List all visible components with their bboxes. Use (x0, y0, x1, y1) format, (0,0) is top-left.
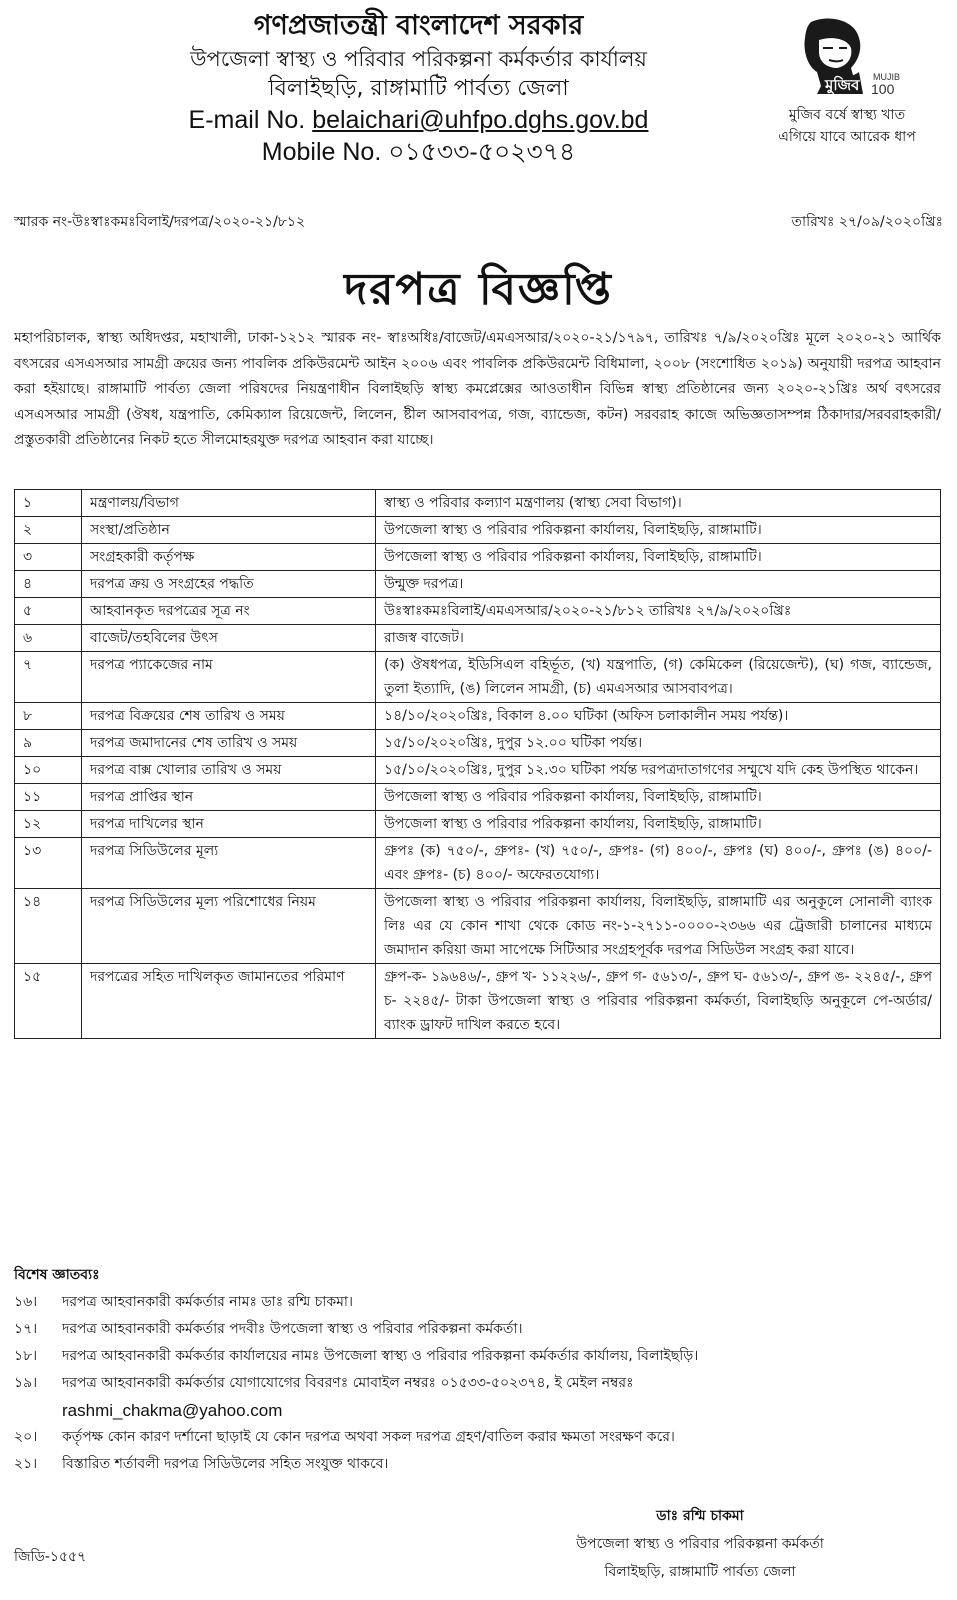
memo-date: তারিখঃ ২৭/০৯/২০২০খ্রিঃ (791, 214, 943, 230)
table-row (15, 490, 941, 517)
note-number: ১৯। (14, 1375, 38, 1391)
svg-text:মুজিব শতবর্ষ MUJIB 100 (828, 94, 829, 95)
row-label: বাজেট/তহবিলের উৎস (82, 625, 376, 652)
row-number: ৭ (15, 652, 82, 703)
row-value: উন্মুক্ত দরপত্র। (376, 571, 941, 598)
table-row (15, 544, 941, 571)
table-row (15, 703, 941, 730)
government-name: গণপ্রজাতন্ত্রী বাংলাদেশ সরকার (253, 10, 584, 41)
slogan-line1: মুজিব বর্ষে স্বাস্থ্য খাত (788, 107, 906, 123)
row-number: ৯ (15, 730, 82, 757)
row-label: দরপত্র ক্রয় ও সংগ্রহের পদ্ধতি (82, 571, 376, 598)
row-label: সংস্থা/প্রতিষ্ঠান (82, 517, 376, 544)
row-label: দরপত্র প্রাপ্তির স্থান (82, 784, 376, 811)
row-label: দরপত্র সিডিউলের মূল্য পরিশোধের নিয়ম (82, 889, 376, 964)
row-number: ১১ (15, 784, 82, 811)
table-row (15, 964, 941, 1039)
row-label: আহবানকৃত দরপত্রের সূত্র নং (82, 598, 376, 625)
row-value: উঃস্বাঃকমঃবিলাই/এমএসআর/২০২০-২১/৮১২ তারিখঃ ২৭/৯/২০২০খ্রিঃ (376, 598, 941, 625)
mujib-100-logo (777, 16, 917, 96)
table-row (15, 517, 941, 544)
note-number: ১৬। (14, 1294, 38, 1310)
row-number: ১৩ (15, 838, 82, 889)
row-label: মন্ত্রণালয়/বিভাগ (82, 490, 376, 517)
svg-text:100: 100 (871, 81, 895, 96)
row-number: ৬ (15, 625, 82, 652)
row-number: ৪ (15, 571, 82, 598)
contact-email[interactable]: rashmi_chakma@yahoo.com (62, 1401, 283, 1420)
special-notes (14, 1262, 941, 1478)
note-text: দরপত্র আহবানকারী কর্মকর্তার পদবীঃ উপজেলা স্বাস্থ্য ও পরিবার পরিকল্পনা কর্মকর্তা। (62, 1321, 523, 1337)
note-number: ২০। (14, 1429, 38, 1445)
row-number: ৫ (15, 598, 82, 625)
svg-text:MUJIB: MUJIB (873, 72, 900, 82)
table-row (15, 730, 941, 757)
row-number: ২ (15, 517, 82, 544)
row-label: দরপত্র বাক্স খোলার তারিখ ও সময় (82, 757, 376, 784)
mobile-line: Mobile No. ০১৫৩৩-৫০২৩৭৪ (261, 138, 576, 166)
table-row (15, 757, 941, 784)
row-number: ১৫ (15, 964, 82, 1039)
signatory-place: বিলাইছড়ি, রাঙ্গামাটি পার্বত্য জেলা (604, 1564, 796, 1580)
note-number: ১৮। (14, 1348, 38, 1364)
row-value: রাজস্ব বাজেট। (376, 625, 941, 652)
slogan (747, 104, 947, 148)
note-item (14, 1316, 941, 1343)
note-text: বিস্তারিত শর্তাবলী দরপত্র সিডিউলের সহিত সংযুক্ত থাকবে। (62, 1456, 389, 1472)
row-label: দরপত্র সিডিউলের মূল্য (82, 838, 376, 889)
row-value: ১৫/১০/২০২০খ্রিঃ, দুপুর ১২.৩০ ঘটিকা পর্যন্ত দরপত্রদাতাগণের সম্মুখে যদি কেহ উপস্থিত থাকেন। (376, 757, 941, 784)
row-label: দরপত্রের সহিত দাখিলকৃত জামানতের পরিমাণ (82, 964, 376, 1039)
note-text: দরপত্র আহবানকারী কর্মকর্তার কার্যালয়ের নামঃ উপজেলা স্বাস্থ্য ও পরিবার পরিকল্পনা কর্মকর্তার কার্যালয়, বিলাইছড়ি। (62, 1348, 699, 1364)
row-value: উপজেলা স্বাস্থ্য ও পরিবার পরিকল্পনা কার্যালয়, বিলাইছড়ি, রাঙ্গামাটি। (376, 784, 941, 811)
notes-heading: বিশেষ জ্ঞাতব্যঃ (14, 1267, 100, 1283)
row-number: ১৪ (15, 889, 82, 964)
email-label: E-mail No. (188, 106, 306, 134)
slogan-line2: এগিয়ে যাবে আরেক ধাপ (778, 129, 916, 145)
row-value: স্বাস্থ্য ও পরিবার কল্যাণ মন্ত্রণালয় (স্বাস্থ্য সেবা বিভাগ)। (376, 490, 941, 517)
row-label: দরপত্র জমাদানের শেষ তারিখ ও সময় (82, 730, 376, 757)
row-value: উপজেলা স্বাস্থ্য ও পরিবার পরিকল্পনা কার্যালয়, বিলাইছড়ি, রাঙ্গামাটি। (376, 544, 941, 571)
intro-paragraph: মহাপরিচালক, স্বাস্থ্য অধিদপ্তর, মহাখালী, ঢাকা-১২১২ স্মারক নং- স্বাঃঅধিঃ/বাজেট/এমএসআর/২০২০-২১/১৭৯৭, তারিখঃ ৭/৯/২০২০খ্রিঃ মূলে ২০২০-২১ আর্থিক বৎসরের এসএসআর সামগ্রী ক্রয়ের জন্য পাবলিক প্রকিউরমেন্ট আইন ২০০৬ এবং পাবলিক প্রকিউরমেন্ট বিধিমালা, ২০০৮ (সংশোধিত ২০১৯) অনুযায়ী দরপত্র আহবান করা হইয়াছে। রাঙ্গামাটি পার্বত্য জেলা পরিষদের নিয়ন্ত্রণাধীন বিলাইছড়ি স্বাস্থ্য কমপ্লেক্সের আওতাধীন বিভিন্ন স্বাস্থ্য প্রতিষ্ঠানের জন্য ২০২০-২১খ্রিঃ অর্থ বৎসরের এসএসআর সামগ্রী (ঔষধ, যন্ত্রপাতি, কেমিক্যাল রিয়েজেন্ট, লিলেন, ষ্টীল আসবাবপত্র, গজ, ব্যান্ডেজ, কটন) সরবরাহ কাজে অভিজ্ঞতাসম্পন্ন ঠিকাদার/সরবরাহকারী/প্রস্তুতকারী প্রতিষ্ঠানের নিকট হতে সীলমোহরযুক্ত দরপত্র আহবান করা যাচ্ছে। (14, 330, 941, 449)
memo-reference: স্মারক নং-উঃস্বাঃকমঃবিলাই/দরপত্র/২০২০-২১/৮১২ (14, 214, 306, 230)
note-item (14, 1289, 941, 1316)
row-value: ১৪/১০/২০২০খ্রিঃ, বিকাল ৪.০০ ঘটিকা (অফিস চলাকালীন সময় পর্যন্ত)। (376, 703, 941, 730)
table-row (15, 625, 941, 652)
memo-line (14, 210, 943, 234)
row-value: (ক) ঔষধপত্র, ইডিসিএল বহির্ভূত, (খ) যন্ত্রপাতি, (গ) কেমিকেল (রিয়েজেন্ট), (ঘ) গজ, ব্যান্ডেজ, তুলা ইত্যাদি, (ঙ) লিলেন সামগ্রী, (চ) এমএসআর আসবাবপত্র। (376, 652, 941, 703)
row-number: ৮ (15, 703, 82, 730)
row-value: উপজেলা স্বাস্থ্য ও পরিবার পরিকল্পনা কার্যালয়, বিলাইছড়ি, রাঙ্গামাটি এর অনুকূলে সোনালী ব্যাংক লিঃ এর যে কোন শাখা থেকে কোড নং-১-২৭১১-০০০০-২৩৬৬ এর ট্রেজারী চালানের মাধ্যমে জমাদান করিয়া জমা সাপেক্ষে সিটিআর সংগ্রহপূর্বক দরপত্র সিডিউল সংগ্রহ করা যাবে। (376, 889, 941, 964)
row-value: ১৫/১০/২০২০খ্রিঃ, দুপুর ১২.০০ ঘটিকা পর্যন্ত। (376, 730, 941, 757)
signatory-name: ডাঃ রশ্মি চাকমা (656, 1508, 744, 1524)
signatory-designation: উপজেলা স্বাস্থ্য ও পরিবার পরিকল্পনা কর্মকর্তা (576, 1536, 824, 1552)
row-value: উপজেলা স্বাস্থ্য ও পরিবার পরিকল্পনা কার্যালয়, বিলাইছড়ি, রাঙ্গামাটি। (376, 517, 941, 544)
svg-text:মুজিব: মুজিব (825, 76, 860, 94)
row-label: দরপত্র বিক্রয়ের শেষ তারিখ ও সময় (82, 703, 376, 730)
tender-details-table (14, 489, 941, 1039)
portrait-logo-icon (777, 16, 917, 96)
row-value: গ্রুপ-ক- ১৯৬৪৬/-, গ্রুপ খ- ১১২২৬/-, গ্রুপ গ- ৫৬১৩/-, গ্রুপ ঘ- ৫৬১৩/-, গ্রুপ ঙ- ২২৪৫/-, গ্রুপ চ- ২২৪৫/- টাকা উপজেলা স্বাস্থ্য ও পরিবার পরিকল্পনা কর্মকর্তা, বিলাইছড়ি অনুকূলে পে-অর্ডার/ব্যাংক ড্রাফট দাখিল করতে হবে। (376, 964, 941, 1039)
note-number: ২১। (14, 1456, 38, 1472)
table-row (15, 889, 941, 964)
table-row (15, 838, 941, 889)
gd-number: জিডি-১৫৫৭ (14, 1549, 87, 1565)
table-row (15, 784, 941, 811)
row-number: ১২ (15, 811, 82, 838)
office-name: উপজেলা স্বাস্থ্য ও পরিবার পরিকল্পনা কর্মকর্তার কার্যালয় (190, 47, 647, 71)
row-value: উপজেলা স্বাস্থ্য ও পরিবার পরিকল্পনা কার্যালয়, বিলাইছড়ি, রাঙ্গামাটি। (376, 811, 941, 838)
note-text: কর্তৃপক্ষ কোন কারণ দর্শানো ছাড়াই যে কোন দরপত্র অথবা সকল দরপত্র গ্রহণ/বাতিল করার ক্ষমতা সংরক্ষণ করে। (62, 1429, 675, 1445)
row-number: ১০ (15, 757, 82, 784)
row-number: ১ (15, 490, 82, 517)
note-item (14, 1424, 941, 1451)
note-item (14, 1343, 941, 1370)
note-text: দরপত্র আহবানকারী কর্মকর্তার নামঃ ডাঃ রশ্মি চাকমা। (62, 1294, 353, 1310)
signature-block (500, 1502, 900, 1586)
row-label: দরপত্র দাখিলের স্থান (82, 811, 376, 838)
table-row (15, 652, 941, 703)
row-number: ৩ (15, 544, 82, 571)
row-value: গ্রুপঃ (ক) ৭৫০/-, গ্রুপঃ- (খ) ৭৫০/-, গ্রুপঃ- (গ) ৪০০/-, গ্রুপঃ (ঘ) ৪০০/-, গ্রুপঃ (ঙ) ৪০০/- এবং গ্রুপঃ- (চ) ৪০০/- অফেরতযোগ্য। (376, 838, 941, 889)
page-title: দরপত্র বিজ্ঞপ্তি (344, 264, 613, 315)
note-item (14, 1370, 941, 1397)
row-label: সংগ্রহকারী কর্তৃপক্ষ (82, 544, 376, 571)
note-item (14, 1451, 941, 1478)
office-location: বিলাইছড়ি, রাঙ্গামাটি পার্বত্য জেলা (268, 76, 569, 101)
table-row (15, 571, 941, 598)
row-label: দরপত্র প্যাকেজের নাম (82, 652, 376, 703)
email-address[interactable]: belaichari@uhfpo.dghs.gov.bd (312, 106, 649, 134)
table-row (15, 811, 941, 838)
note-text: দরপত্র আহবানকারী কর্মকর্তার যোগাযোগের বিবরণঃ মোবাইল নম্বরঃ ০১৫৩৩-৫০২৩৭৪, ই মেইল নম্বরঃ (62, 1375, 634, 1391)
table-row (15, 598, 941, 625)
note-number: ১৭। (14, 1321, 38, 1337)
